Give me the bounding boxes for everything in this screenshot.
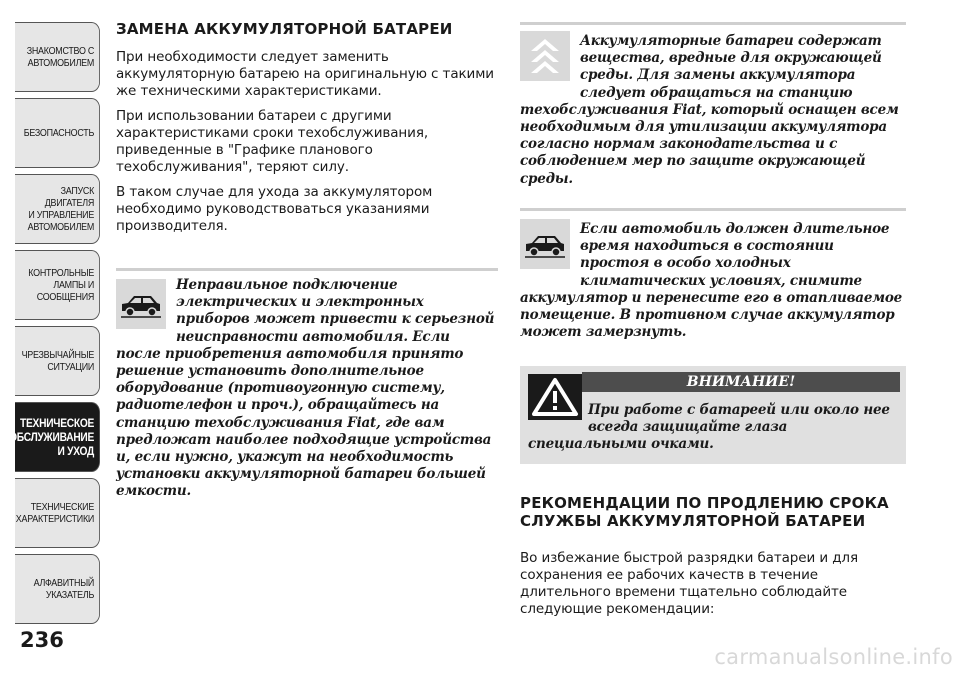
paragraph: При необходимости следует заменить аккумуляторную батарею на оригинальную с такими же техническими характеристиками.	[116, 49, 494, 99]
electrical-warning-note	[116, 268, 498, 501]
car-icon	[520, 219, 570, 269]
paragraph: В таком случае для ухода за аккумулятором необходимо руководствоваться указаниями производителя.	[116, 184, 433, 234]
tab-technical-specs[interactable]: ТЕХНИЧЕСКИЕ ХАРАКТЕРИСТИКИ	[15, 478, 100, 548]
environment-text: Аккумуляторные батареи содержат вещества, вредные для окружающей среды. Для замены аккумулятора следует обращаться на станцию техобслуживания Fiat, который оснащен всем необходимым для утилизации аккумулятора согласно нормам законодательства и с соблюдением мер по защите окружающей среды.	[520, 33, 899, 187]
attention-text-line: При работе с батареей или около нее всегда защищайте глаза	[588, 402, 890, 436]
recycle-icon	[520, 31, 570, 81]
environment-note	[520, 22, 906, 188]
tab-introduction[interactable]: ЗНАКОМСТВО С АВТОМОБИЛЕМ	[15, 22, 100, 92]
tab-safety[interactable]: БЕЗОПАСНОСТЬ	[15, 98, 100, 168]
attention-text	[528, 402, 902, 454]
tab-starting-driving[interactable]: ЗАПУСК ДВИГАТЕЛЯ И УПРАВЛЕНИЕ АВТОМОБИЛЕМ	[15, 174, 100, 244]
cold-weather-text: Если автомобиль должен длительное время находиться в состоянии простоя в особо холодных климатических условиях, снимите аккумулятор и перенесите его в отапливаемое помещение. В противном случае аккумулятор может замерзнуть.	[520, 221, 903, 341]
watermark: carmanualsonline.info	[714, 645, 953, 669]
tab-warning-lights[interactable]: КОНТРОЛЬНЫЕ ЛАМПЫ И СООБЩЕНИЯ	[15, 250, 100, 320]
attention-text-line: специальными очками.	[528, 436, 714, 453]
tab-index[interactable]: АЛФАВИТНЫЙ УКАЗАТЕЛЬ	[15, 554, 100, 624]
warning-text: Неправильное подключение электрических и электронных приборов может привести к серьезной неисправности автомобиля. Если после приобретения автомобиля принято решение установить дополнительное оборудование (противоугонную систему, радиотелефон и проч.), обращайтесь на станцию техобслуживания Fiat, где вам предложат наиболее подходящие устройства и, если нужно, укажут на необходимость установки аккумуляторной батареи большей емкости.	[116, 277, 495, 500]
section-heading: ЗАМЕНА АККУМУЛЯТОРНОЙ БАТАРЕИ	[116, 20, 453, 38]
paragraph: Во избежание быстрой разрядки батареи и для сохранения ее рабочих качеств в течение длительного времени тщательно соблюдайте следующие рекомендации:	[520, 550, 858, 617]
page-number: 236	[20, 628, 64, 652]
tab-maintenance[interactable]: ТЕХНИЧЕСКОЕ ОБСЛУЖИВАНИЕ И УХОД	[15, 402, 100, 472]
tab-emergencies[interactable]: ЧРЕЗВЫЧАЙНЫЕ СИТУАЦИИ	[15, 326, 100, 396]
cold-weather-note	[520, 208, 906, 341]
section-heading: РЕКОМЕНДАЦИИ ПО ПРОДЛЕНИЮ СРОКА СЛУЖБЫ АККУМУЛЯТОРНОЙ БАТАРЕИ	[520, 494, 889, 530]
attention-box	[520, 366, 906, 464]
car-icon	[116, 279, 166, 329]
battery-replacement-section	[116, 20, 496, 243]
paragraph: При использовании батареи с другими характеристиками сроки техобслуживания, приведенные в "Графике планового техобслуживания", теряют силу.	[116, 108, 429, 175]
attention-title: ВНИМАНИЕ!	[582, 372, 900, 392]
